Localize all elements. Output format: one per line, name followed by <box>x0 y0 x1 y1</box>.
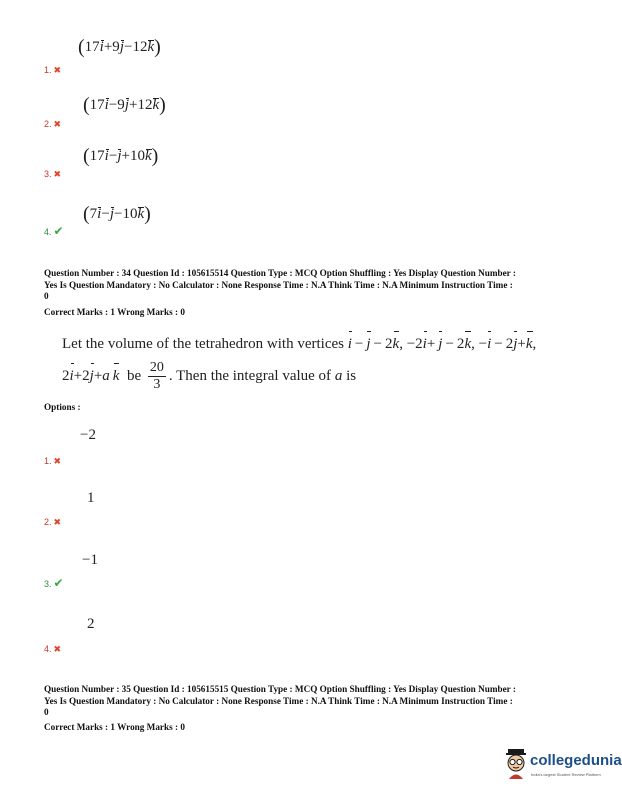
wrong-cross-icon: ✖ <box>53 456 62 466</box>
prev-option-2-label: 2. ✖ <box>44 119 62 129</box>
correct-check-icon: ✔ <box>53 224 64 238</box>
prev-option-1-expression: (17i+9j−12k) <box>78 36 161 58</box>
q34-option-1-label: 1. ✖ <box>44 456 62 466</box>
prev-option-2-expression: (17i−9j+12k) <box>83 94 166 116</box>
question-35-marks: Correct Marks : 1 Wrong Marks : 0 <box>44 722 185 732</box>
q34-option-3-value: −1 <box>82 552 98 568</box>
q34-option-4-label: 4. ✖ <box>44 644 62 654</box>
wrong-cross-icon: ✖ <box>53 644 62 654</box>
prev-option-3-expression: (17i−j+10k) <box>83 145 159 167</box>
vertex-4: 2i+2j+a k <box>62 368 119 384</box>
correct-check-icon: ✔ <box>53 576 64 590</box>
question-34-meta: Question Number : 34 Question Id : 105615514 Question Type : MCQ Option Shuffling : Yes Display Question Number : Yes Is Question Mandatory : No Calculator : None Response Time : N.A Think Time : N.A Minimum Instruction Time : 0 <box>44 268 516 301</box>
question-35-meta: Question Number : 35 Question Id : 105615515 Question Type : MCQ Option Shuffling : Yes Display Question Number : Yes Is Question Mandatory : No Calculator : None Response Time : N.A Think Time : N.A Minimum Instruction Time : 0 <box>44 684 516 717</box>
vertex-2: −2i+ j − 2k, <box>407 336 475 352</box>
question-34-text: Let the volume of the tetrahedron with vertices i − j − 2k, −2i+ j − 2k, −i − 2j+k, 2i+2j+a k be $\frac{20}{3}$ . Then the integral value of a is <box>62 330 562 393</box>
wrong-cross-icon: ✖ <box>53 119 62 129</box>
vertex-1: i − j − 2k, <box>348 336 403 352</box>
options-heading: Options : <box>44 402 81 412</box>
wrong-cross-icon: ✖ <box>53 65 62 75</box>
mascot-icon <box>503 748 529 780</box>
q34-option-3-label: 3. ✔ <box>44 576 64 590</box>
prev-option-4-label: 4. ✔ <box>44 224 64 238</box>
q34-option-4-value: 2 <box>87 616 95 632</box>
vertex-3: −i − 2j+k, <box>479 336 537 352</box>
question-34-marks: Correct Marks : 1 Wrong Marks : 0 <box>44 307 185 317</box>
q34-option-2-value: 1 <box>87 490 95 506</box>
q34-option-2-label: 2. ✖ <box>44 517 62 527</box>
prev-option-4-expression: (7i−j−10k) <box>83 203 151 225</box>
collegedunia-logo: collegedunia India's largest Student Review Platform <box>503 748 607 784</box>
wrong-cross-icon: ✖ <box>53 517 62 527</box>
volume-fraction: $\frac{20}{3}$ <box>149 360 164 392</box>
wrong-cross-icon: ✖ <box>53 169 62 179</box>
prev-option-3-label: 3. ✖ <box>44 169 62 179</box>
q34-option-1-value: −2 <box>80 427 96 443</box>
prev-option-1-label: 1. ✖ <box>44 65 62 75</box>
